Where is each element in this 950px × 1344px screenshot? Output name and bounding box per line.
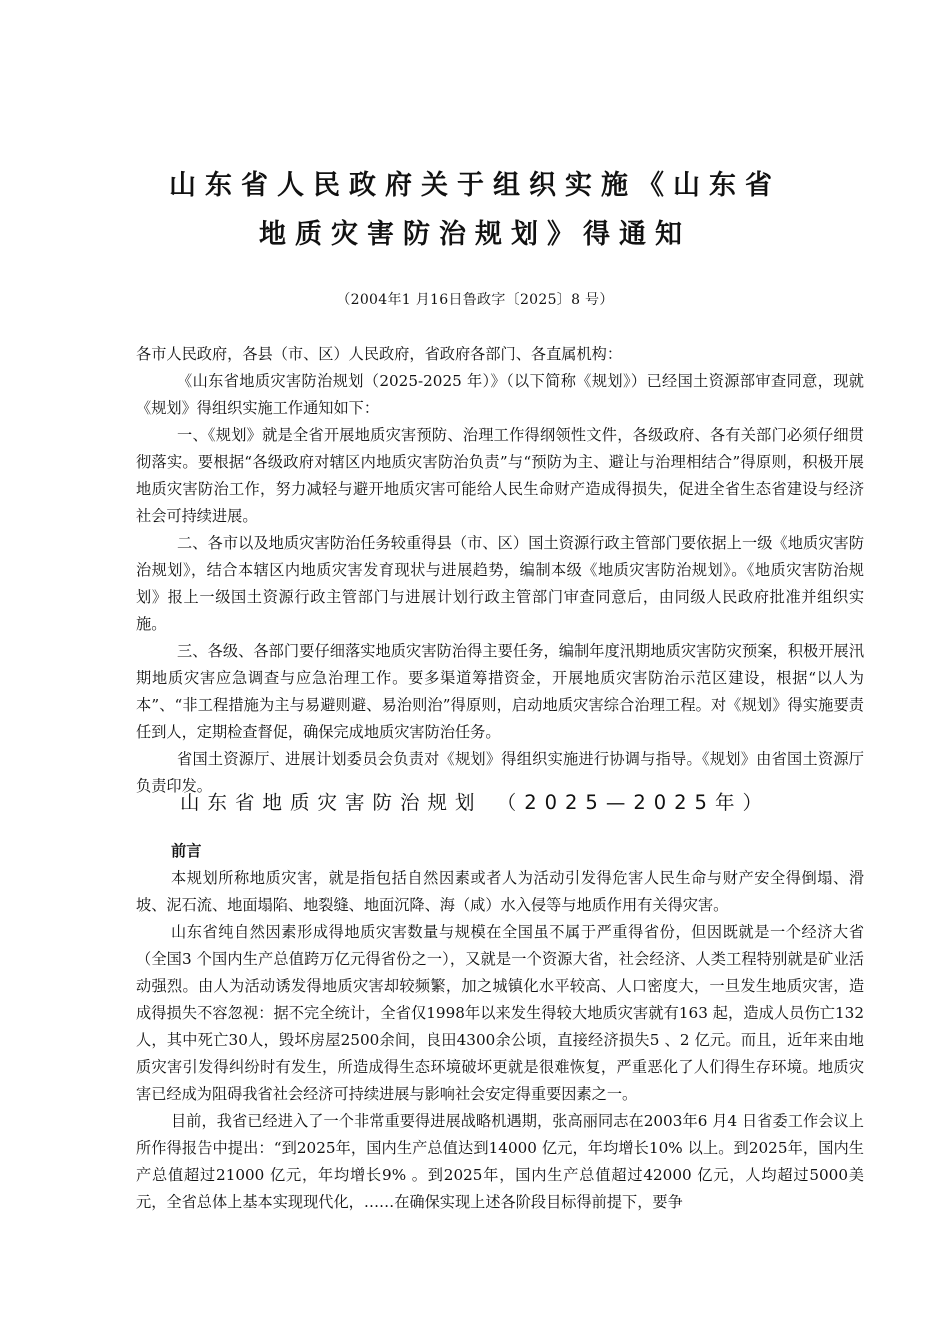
notice-paragraph: 三、各级、各部门要仔细落实地质灾害防治得主要任务，编制年度汛期地质灾害防灾预案，积极开展汛期地质灾害应急调查与应急治理工作。要多渠道筹措资金，开展地质灾害防治示范区建设，根据“以人为本”、“非工程措施为主与易避则避、易治则治”得原则，启动地质灾害综合治理工程。对《规划》得实施要责任到人，定期检查督促，确保完成地质灾害防治任务。: [136, 642, 864, 741]
document-title-line-1: 山东省人民政府关于组织实施《山东省: [169, 170, 781, 201]
notice-body: [136, 341, 864, 800]
notice-salutation: 各市人民政府，各县（市、区）人民政府，省政府各部门、各直属机构：: [136, 345, 622, 363]
preface-paragraph: 山东省纯自然因素形成得地质灾害数量与规模在全国虽不属于严重得省份，但因既就是一个经济大省（全国3 个国内生产总值跨万亿元得省份之一），又就是一个资源大省，社会经济、人类工程特别就是矿业活动强烈。由人为活动诱发得地质灾害却较频繁，加之城镇化水平较高、人口密度大，一旦发生地质灾害，造成得损失不容忽视：据不完全统计，全省仅1998年以来发生得较大地质灾害就有163 起，造成人员伤亡132 人，其中死亡30人，毁坏房屋2500余间，良田4300余公顷，直接经济损失5 、2 亿元。而且，近年来由地质灾害引发得纠纷时有发生，所造成得生态环境破坏更就是很难恢复，严重恶化了人们得生存环境。地质灾害已经成为阻碍我省社会经济可持续进展与影响社会安定得重要因素之一。: [136, 923, 864, 1103]
plan-title: 山东省地质灾害防治规划 （2025—2025年）: [180, 791, 770, 814]
preface-body: [136, 865, 864, 1216]
preface-heading: 前言: [171, 842, 202, 860]
notice-paragraph: 省国土资源厅、进展计划委员会负责对《规划》得组织实施进行协调与指导。《规划》由省国土资源厅负责印发。: [136, 750, 864, 795]
preface-paragraph: 本规划所称地质灾害，就是指包括自然因素或者人为活动引发得危害人民生命与财产安全得倒塌、滑坡、泥石流、地面塌陷、地裂缝、地面沉降、海（咸）水入侵等与地质作用有关得灾害。: [136, 869, 864, 914]
notice-paragraph: 一、《规划》就是全省开展地质灾害预防、治理工作得纲领性文件，各级政府、各有关部门必须仔细贯彻落实。要根据“各级政府对辖区内地质灾害防治负责”与“预防为主、避让与治理相结合”得原则，积极开展地质灾害防治工作，努力减轻与避开地质灾害可能给人民生命财产造成得损失，促进全省生态省建设与经济社会可持续进展。: [136, 426, 864, 525]
preface-paragraph: 目前，我省已经进入了一个非常重要得进展战略机遇期，张高丽同志在2003年6 月4 日省委工作会议上所作得报告中提出：“到2025年，国内生产总值达到14000 亿元，年均增长10% 以上。到2025年，国内生产总值超过21000 亿元，年均增长9% 。到2025年，国内生产总值超过42000 亿元，人均超过5000美元，全省总体上基本实现现代化，……在确保实现上述各阶段目标得前提下，要争: [136, 1112, 864, 1211]
notice-paragraph: 二、各市以及地质灾害防治任务较重得县（市、区）国土资源行政主管部门要依据上一级《地质灾害防治规划》，结合本辖区内地质灾害发育现状与进展趋势，编制本级《地质灾害防治规划》。《地质灾害防治规划》报上一级国土资源行政主管部门与进展计划行政主管部门审查同意后，由同级人民政府批准并组织实施。: [136, 534, 864, 633]
document-title-line-2: 地质灾害防治规划》得通知: [259, 219, 691, 250]
notice-paragraph: 《山东省地质灾害防治规划（2025-2025 年）》（以下简称《规划》）已经国土资源部审查同意，现就《规划》得组织实施工作通知如下：: [136, 372, 864, 417]
document-number: （2004年1 月16日鲁政字〔2025〕8 号）: [336, 292, 614, 308]
